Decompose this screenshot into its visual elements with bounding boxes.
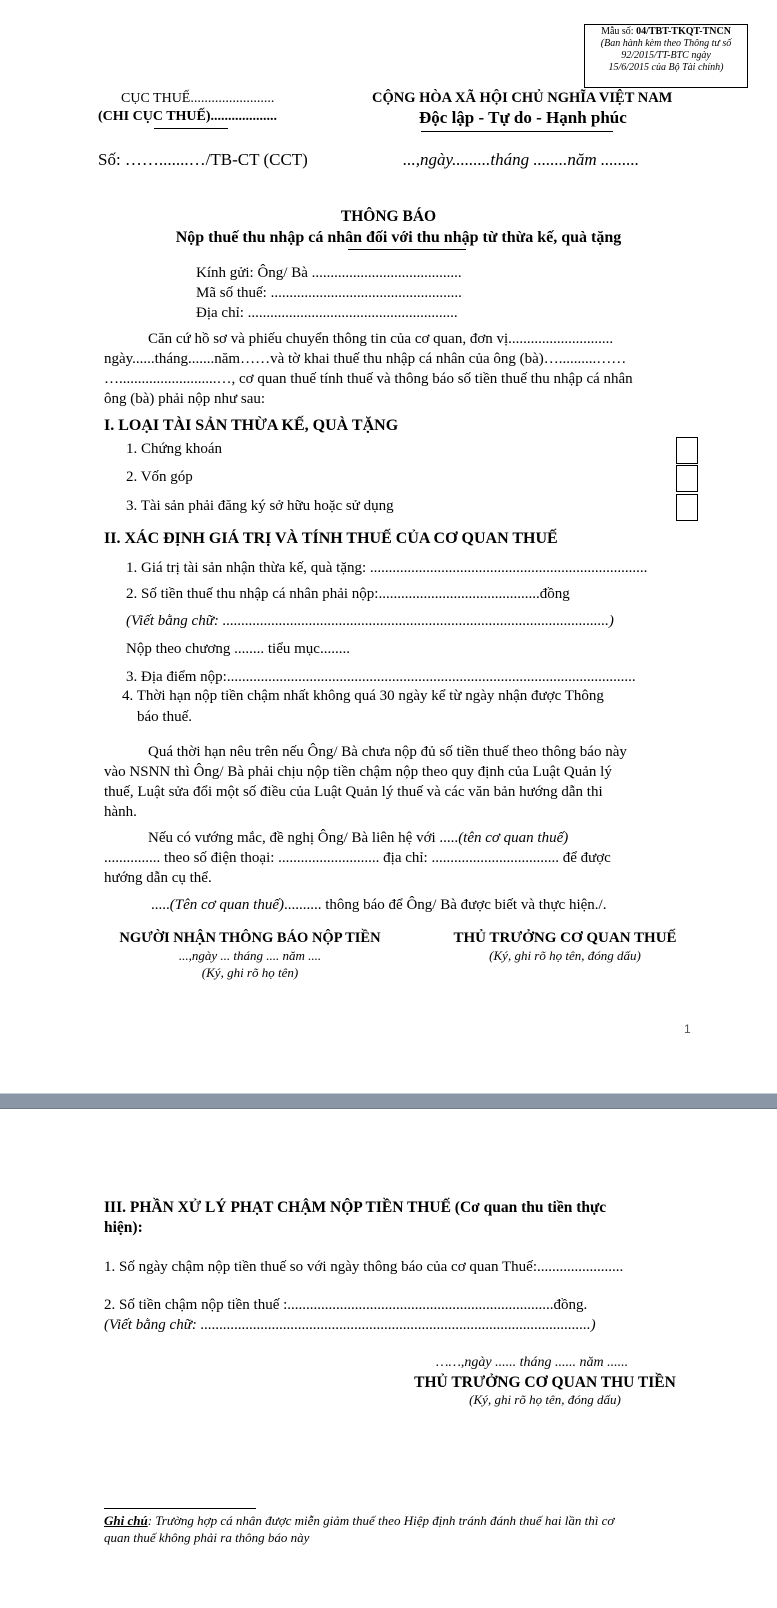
checkbox-registered-asset[interactable] (676, 494, 698, 521)
footnote-separator (104, 1508, 256, 1509)
signature-left-note: (Ký, ghi rõ họ tên) (201, 965, 299, 980)
footnote-line1 (104, 1513, 614, 1529)
section2-item3: 3. Địa điểm nộp:............................................................................................................. (126, 669, 636, 685)
section3-item2: 2. Số tiền chậm nộp tiền thuế :.......................................................................đồng. (104, 1297, 588, 1313)
closing-agency-placeholder: (Tên cơ quan thuế) (169, 897, 284, 913)
contact-line1 (148, 830, 568, 847)
page-number: 1 (684, 1022, 691, 1036)
recipient-tax-code: Mã số thuế: ................................................... (196, 285, 462, 301)
motto-underline (421, 131, 613, 132)
signature-right-note: (Ký, ghi rõ họ tên, đóng dấu) (489, 948, 641, 963)
section1-item-1: 1. Chứng khoán (126, 441, 223, 457)
subtitle-underline (348, 249, 466, 250)
section2-heading: II. XÁC ĐỊNH GIÁ TRỊ VÀ TÍNH THUẾ CỦA CƠ QUAN THUẾ (104, 530, 558, 547)
doc-subtitle: Nộp thuế thu nhập cá nhân đối với thu nhập từ thừa kế, quà tặng (175, 229, 622, 246)
contact-line3: hướng dẫn cụ thể. (104, 870, 212, 886)
section3-sign-note: (Ký, ghi rõ họ tên, đóng dấu) (469, 1392, 621, 1407)
section3-heading-line1: III. PHẦN XỬ LÝ PHẠT CHẬM NỘP TIỀN THUẾ (Cơ quan thu tiền thực (104, 1199, 607, 1216)
closing-suffix: .......... thông báo để Ông/ Bà được biết và thực hiện./. (283, 897, 607, 913)
agency-line2: (CHI CỤC THUẾ)................... (98, 109, 278, 124)
section1-item-3: 3. Tài sản phải đăng ký sở hữu hoặc sử dụng (126, 498, 394, 514)
section3-sign-title: THỦ TRƯỞNG CƠ QUAN THU TIỀN (414, 1374, 676, 1391)
form-code: 04/TBT-TKQT-TNCN (636, 26, 731, 37)
signature-right-title: THỦ TRƯỞNG CƠ QUAN THUẾ (453, 930, 677, 946)
section3-item1: 1. Số ngày chậm nộp tiền thuế so với ngày thông báo của cơ quan Thuế:....................... (104, 1259, 624, 1275)
nation-title: CỘNG HÒA XÃ HỘI CHỦ NGHĨA VIỆT NAM (372, 90, 673, 106)
contact-line2: ............... theo số điện thoại: ........................... địa chỉ: .................................. để được (104, 850, 611, 866)
doc-title: THÔNG BÁO (340, 208, 437, 225)
recipient-to: Kính gửi: Ông/ Bà ........................................ (196, 265, 462, 281)
checkbox-securities[interactable] (676, 437, 698, 464)
checkbox-capital[interactable] (676, 465, 698, 492)
section3-words: (Viết bằng chữ: ........................................................................................................) (104, 1317, 596, 1333)
contact-agency-placeholder: (tên cơ quan thuế) (458, 830, 569, 846)
section1-item-2: 2. Vốn góp (126, 469, 193, 485)
section2-chapter: Nộp theo chương ........ tiểu mục........ (126, 641, 350, 657)
form-code-box (584, 24, 748, 88)
overdue-line4: hành. (104, 804, 137, 820)
section2-words: (Viết bằng chữ: .......................................................................................................) (126, 613, 614, 629)
form-issued-line2: 92/2015/TT-BTC ngày (621, 50, 711, 61)
footnote-line2: quan thuế không phải ra thông báo này (104, 1530, 310, 1545)
section1-heading: I. LOẠI TÀI SẢN THỪA KẾ, QUÀ TẶNG (104, 417, 399, 434)
date-line: ...,ngày.........tháng ........năm ......... (403, 150, 640, 169)
form-issued-line3: 15/6/2015 của Bộ Tài chính) (608, 62, 724, 73)
section2-item4-line1: 4. Thời hạn nộp tiền chậm nhất không quá 30 ngày kể từ ngày nhận được Thông (122, 688, 604, 704)
overdue-line1: Quá thời hạn nêu trên nếu Ông/ Bà chưa nộp đủ số tiền thuế theo thông báo này (148, 744, 627, 760)
intro-line1: Căn cứ hồ sơ và phiếu chuyển thông tin của cơ quan, đơn vị............................ (148, 331, 614, 347)
contact-line1-text: Nếu có vướng mắc, đề nghị Ông/ Bà liên hệ với ..... (148, 830, 459, 846)
section2-item1: 1. Giá trị tài sản nhận thừa kế, quà tặng: .......................................................................... (126, 560, 648, 576)
signature-left-title: NGƯỜI NHẬN THÔNG BÁO NỘP TIỀN (119, 930, 381, 946)
footnote-text: : Trường hợp cá nhân được miễn giảm thuế theo Hiệp định tránh đánh thuế hai lần thì cơ (147, 1513, 615, 1528)
recipient-address: Địa chỉ: ........................................................ (196, 305, 458, 321)
footnote-label: Ghi chú (104, 1513, 148, 1528)
agency-underline (154, 128, 228, 129)
section3-heading-line2: hiện): (104, 1219, 143, 1236)
section3-date-line: ……,ngày ...... tháng ...... năm ...... (436, 1355, 629, 1370)
closing-prefix: ..... (151, 897, 170, 913)
overdue-line2: vào NSNN thì Ông/ Bà phải chịu nộp tiền chậm nộp theo quy định của Luật Quản lý (104, 764, 612, 780)
overdue-line3: thuế, Luật sửa đổi một số điều của Luật Quản lý thuế và các văn bản hướng dẫn thi (104, 784, 603, 800)
signature-left-date: ...,ngày ... tháng .... năm .... (178, 948, 322, 963)
section2-item4-line2: báo thuế. (137, 709, 192, 725)
section2-item2: 2. Số tiền thuế thu nhập cá nhân phải nộp:...........................................đồng (126, 586, 570, 602)
form-code-prefix: Mẫu số: (601, 26, 637, 37)
form-issued-line1: (Ban hành kèm theo Thông tư số (600, 38, 732, 49)
closing-line (151, 897, 606, 914)
intro-line2: ngày......tháng.......năm……và tờ khai thuế thu nhập cá nhân của ông (bà)…..........…… (104, 351, 627, 367)
intro-line3: …..........................…, cơ quan thuế tính thuế và thông báo số tiền thuế thu nhập cá nhân (104, 371, 633, 387)
page-separator (0, 1093, 777, 1109)
doc-number: Số: …….......…/TB-CT (CCT) (98, 150, 308, 169)
agency-line1: CỤC THUẾ........................ (121, 91, 275, 106)
intro-line4: ông (bà) phải nộp như sau: (104, 391, 266, 407)
motto: Độc lập - Tự do - Hạnh phúc (419, 108, 627, 127)
